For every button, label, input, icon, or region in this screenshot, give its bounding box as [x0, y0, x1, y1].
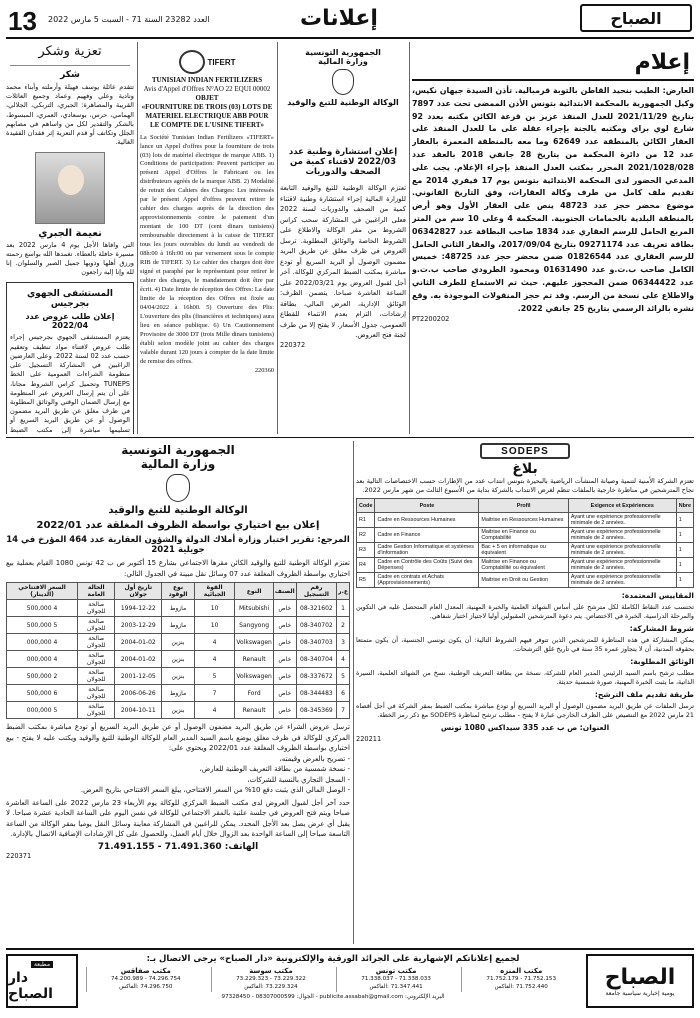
sodeps-documents-text: مطلب ترشح باسم السيد الرئيس المدير العام للشركة، نسخة من بطاقة التعريف الوطنية، نسخ من الشهائد العلمية، السيرة الذاتية، ما يثبت الخبرة المهنية، صورة شمسية حديثة. [356, 669, 694, 687]
col-header: Code [357, 499, 375, 513]
table-cell: R2 [357, 528, 375, 543]
section-title: إعلانات [300, 6, 378, 31]
table-row [357, 513, 694, 528]
list-item: - تصريح بالعرض وقيمته، [279, 754, 350, 763]
tifert-body: La Société Tunisian Indian Fertilizers «TIFERT» lance un Appel d'offres pour la fourniture de trois (03) lots de matériel électrique de marque ABB. 1) Conditions de participation: Peuvent participer au présent Appel d'Offres le Fabricant ou les distributeurs agréés de la marque ABB. 2) Modalité de retrait des Cahiers des Charges: Les intéressés par le présent Appel d'offres peuvent retirer le cahier des charges auprès de la direction des approvisionnements contre le paiement d'un montant de 100 DT (cent dinars tunisiens) remboursable directement à la caisse de TIFERT tous les jours ouvrables du lundi au vendredi de 08h:00 à 16h:00 ou par versement sous le compte RIB de TIFERT. 3) Le cahier des charges doit être signé et paraphé par le représentant pour retirer le cahier des charges, le mandatement doit être par écrit. 4) Date limite de réception des Offres: La date limite de la réception des Offres est fixée au 04/04/2022 à 16h00. 5) Ouverture des Plis: L'ouverture des plis (financières et techniques) aura lieu en séance publique. 6) Un Cautionnement Provisoire de 3000 DT (trois Mille dinars tunisiens) établi selon modèle joint au cahier des charges valable durant 120 jours à compter de la date limite de remise des offres. [140, 133, 274, 365]
col-header: الصنف [273, 583, 296, 600]
sodeps-logo: SODEPS [480, 443, 570, 459]
table-row [7, 634, 350, 651]
bl-para1: ترسل عروض الشراء عن طريق البريد مضمون الوصول أو عن طريق البريد السريع أو تودع مباشرة بمكتب الضبط المركزي للوكالة في ظرف مغلق يوضع باسم السيد المدير العام للوكالة الوطنية للتبغ والوقيد ويكتب عليه لا يفتح - بيع اختياري بواسطة الظروف المغلقة عدد 2022/01 ويحتوي على: [6, 723, 350, 752]
table-cell: 08-340704 [296, 651, 336, 668]
column-divider [353, 441, 354, 944]
table-cell: Ayant une expérience professionnelle minimale de 2 années. [568, 573, 676, 588]
table-cell: خاص [273, 668, 296, 685]
vehicle-table [6, 582, 350, 719]
col-header: رقم التسجيل [296, 583, 336, 600]
table-cell: خاص [273, 651, 296, 668]
republic-label: الجمهورية التونسية [305, 48, 381, 57]
bl-ministry: وزارة المالية [140, 457, 216, 471]
bl-crest-icon [166, 474, 190, 502]
col-header: Nbre [676, 499, 693, 513]
col-header: النوع [235, 583, 273, 600]
sodeps-criteria-text: تحتسب عدد النقاط الكاملة لكل مترشح على أساس الشهائد العلمية والخبرة المهنية، المعدل العام المتحصل عليه في التكوين والمرحلة الدراسية، الخبرة في الاختصاص. يتم دعوة المترشحين المقبولين أوليا لاجتياز اختبار شفاهي. [356, 603, 694, 621]
sodeps-section-documents: الوثائق المطلوبة: [630, 657, 694, 667]
column-obituary [6, 42, 134, 434]
table-cell: Ayant une expérience professionnelle minimale de 2 années. [568, 558, 676, 573]
table-cell: Volkswagen [235, 634, 273, 651]
table-cell: 1994-12-22 [115, 600, 162, 617]
national-crest-icon [332, 69, 354, 95]
table-cell: صالحة للجولان [78, 617, 115, 634]
table-cell: 2001-12-05 [115, 668, 162, 685]
table-cell: 1 [676, 513, 693, 528]
table-cell: Ayant une expérience professionnelle minimale de 2 années. [568, 543, 676, 558]
ministry-label: وزارة المالية [318, 57, 368, 66]
table-cell: Cadre en contrats et Achats (Approvisionnements) [375, 573, 479, 588]
table-cell: 10 [194, 600, 235, 617]
office-phone: 71.347.441 :الفاكس [369, 983, 423, 990]
agency-label: الوكالة الوطنية للتبغ والوقيد [287, 98, 399, 107]
elam-title: إعلام [412, 42, 694, 81]
col-header: القوة الجبائية [194, 583, 235, 600]
office-name: مكتب المنزه [500, 967, 543, 975]
printer-tag: مطبعة [31, 961, 53, 968]
table-row [7, 685, 350, 702]
bl-reference: المرجع: تقرير اختبار وزارة أملاك الدولة والشؤون العقارية عدد 464 المؤرخ في 14 جويلية 2021 [6, 535, 350, 555]
tifert-logo-icon [179, 50, 205, 74]
footer-contact: البريد الإلكتروني: publicite.assabah@gmail.com - الجوال: 08307000599 - 97328450 [221, 993, 445, 1000]
tender-text: يعتزم المستشفى الجهوي بجرجيس إجراء طلب عروض لاقتناء مواد تنظيف وتعقيم حسب عدد 02 لسنة 2022. وعلى العارضين الراغبين في المشاركة التسجيل على منظومة الشراءات العمومية على الخط TUNEPS وتحميل كراس الشروط مجانا، على أن يتم إرسال العروض عبر المنظومة مع إرسال الضمان الوقتي والوثائق المطلوبة في ظرف مغلق عن طريق البريد مضمون الوصول أو عن طريق البريد السريع أو تسليمها مباشرة إلى مكتب الضبط [10, 333, 130, 434]
shukr-heading: شكر [60, 70, 80, 80]
office-phone: 74.296.754 - 74.200.989 [110, 976, 181, 983]
sodeps-conditions-text: يمكن المشاركة في هذه المناظرة للمترشحين الذين تتوفر فيهم الشروط التالية: أن يكون تونسي الجنسية، أن يكون متمتعا بحقوقه المدنية، أن لا يتجاوز عمره 35 سنة في تاريخ غلق الترشحات. [356, 636, 694, 654]
consultation-body: تعتزم الوكالة الوطنية للتبغ والوقيد التابعة للوزارة المالية إجراء استشارة وطنية لاقتناء كمية من الصحف والدوريات لسنة 2022 فعلى الراغبين في المشاركة سحب كراس الشروط من مقر الوكالة والاطلاع على الشروط الخاصة والوثائق المطلوبة. ترسل العروض في ظرف مغلق عن طريق البريد مضمون الوصول أو البريد السريع أو تودع مباشرة بمكتب الضبط المركزي للوكالة. آخر أجل لقبول العروض يوم 2022/03/21 على الساعة العاشرة صباحا. يتضمن الظرف: الوثائق الإدارية، العرض المالي، بطاقة إرشادات، التزام بعدم الانتماء للقطاع العمومي، جدول الأسعار. لا يفتح إلا من طرف لجنة فتح العروض. [280, 184, 406, 340]
bl-phones: الهاتف: 71.491.360 - 71.491.155 [97, 841, 259, 852]
table-cell: بنزين [162, 702, 195, 719]
table-cell: Cadre en Ressources Humaines [375, 513, 479, 528]
col-header: ع.ر [337, 583, 350, 600]
table-cell: Cadre Gestion Informatique et systèmes d'information [375, 543, 479, 558]
table-cell: Volkswagen [235, 668, 273, 685]
table-cell: 10 [194, 617, 235, 634]
bl-ref: 220371 [6, 851, 32, 860]
tifert-name: TIFERT [207, 57, 236, 67]
table-cell: بنزين [162, 651, 195, 668]
table-cell: خاص [273, 617, 296, 634]
col-header: نوع الوقود [162, 583, 195, 600]
column-divider [409, 42, 410, 434]
table-cell: Maitrise en Finance ou Comptabilité [479, 528, 569, 543]
table-cell: Renault [235, 702, 273, 719]
table-cell: 08-344483 [296, 685, 336, 702]
table-row [7, 702, 350, 719]
office-name: مكتب سوسة [249, 967, 293, 975]
table-cell: 2 [337, 617, 350, 634]
consultation-ref: 220372 [280, 340, 306, 349]
table-cell: صالحة للجولان [78, 702, 115, 719]
header-rule [6, 37, 694, 39]
table-cell: 4 [194, 702, 235, 719]
sodeps-intro: تعتزم الشركة الأمنية لتنمية وصيانة المنشآت الرياضية بالبحيرة بتونس انتداب عدد من الإطارات حسب الاختصاصات التالية بعد نجاح المترشحين في مناظرة خارجية بالملفات تنظم لغرض الانتداب بالشركة بداية من الأسبوع الثالث من شهر مارس 2022. [356, 477, 694, 495]
table-cell: مازوط [162, 685, 195, 702]
bl-bullet-list [6, 754, 350, 796]
table-cell: صالحة للجولان [78, 600, 115, 617]
table-cell: 6 500,000 [7, 685, 78, 702]
office-phone: 71.338.033 - 71.338.037 [361, 976, 431, 983]
office-name: مكتب صفاقس [120, 967, 171, 975]
table-cell: 5 [194, 668, 235, 685]
bl-republic: الجمهورية التونسية [121, 443, 235, 457]
table-cell: Cadre en Contrôle des Coûts (Suivi des Dépenses) [375, 558, 479, 573]
footer-logo-assabah [586, 954, 694, 1008]
table-cell: بنزين [162, 634, 195, 651]
issue-line: العدد 23282 السنة 71 - السبت 5 مارس 2022 [48, 15, 210, 24]
table-row [357, 528, 694, 543]
masthead [0, 0, 700, 38]
table-cell: 5 500,000 [7, 617, 78, 634]
section-rule [6, 437, 694, 438]
table-header-row [357, 499, 694, 513]
office-item [211, 967, 330, 992]
table-cell: 2 500,000 [7, 668, 78, 685]
sodeps-notice [356, 441, 694, 944]
table-cell: 2004-01-02 [115, 634, 162, 651]
col-header: تاريخ أول جولان [115, 583, 162, 600]
avis-line: Avis d'Appel d'Offres N°AO 22 EQUI 00002 [143, 85, 271, 94]
list-item: - نسخة شمسية من بطاقة التعريف الوطنية للعارض، [199, 765, 350, 773]
table-cell: Ford [235, 685, 273, 702]
column-tifert [140, 42, 274, 434]
col-header: الحالة العامة [78, 583, 115, 600]
table-cell: خاص [273, 600, 296, 617]
bl-intro: تعتزم الوكالة الوطنية للتبغ والوقيد الكائن مقرها الاجتماعي بشارع 15 أكتوبر ص ب 42 تونس 1080 القيام بعملية بيع اختياري بواسطة الظروف المغلقة عدد 07 وسائل نقل مبينة في الجدول التالي: [6, 559, 350, 578]
list-item: - السجل التجاري بالنسبة للشركات، [247, 775, 350, 784]
table-row [7, 668, 350, 685]
table-cell: 08-337672 [296, 668, 336, 685]
bl-title: إعلان بيع اختياري بواسطة الظروف المغلقة عدد 2022/01 [36, 520, 320, 531]
footer [6, 948, 694, 1012]
tifert-logo [140, 50, 274, 74]
table-cell: Maitrise en Finance ou Comptabilité ou équivalent [479, 558, 569, 573]
table-cell: 7 [337, 702, 350, 719]
office-item [461, 967, 580, 992]
table-cell: Maitrise en Ressources Humaines [479, 513, 569, 528]
list-item: - الوصل المالي الذي يثبت دفع 10% من السعر الافتتاحي، يبلغ السعر الافتتاحي بتاريخ العرض. [80, 786, 350, 794]
table-cell: 2004-01-02 [115, 651, 162, 668]
sodeps-title: بلاغ [512, 461, 538, 477]
table-header-row [7, 583, 350, 600]
table-cell: R3 [357, 543, 375, 558]
tender-heading: المستشفى الجهوي بجرجيس [27, 289, 113, 310]
table-cell: 3 [337, 634, 350, 651]
office-name: مكتب تونس [375, 967, 417, 975]
table-cell: بنزين [162, 668, 195, 685]
sodeps-section-criteria: المقاييس المعتمدة: [621, 591, 694, 601]
table-cell: 7 [194, 685, 235, 702]
table-cell: 5 [337, 668, 350, 685]
table-cell: صالحة للجولان [78, 668, 115, 685]
portrait-image [35, 152, 105, 224]
vehicle-sale-notice [6, 441, 350, 944]
deceased-name: نعيمة الجبري [38, 227, 102, 239]
table-cell: Mitsubishi [235, 600, 273, 617]
table-cell: 1 [676, 543, 693, 558]
table-cell: 2004-10-11 [115, 702, 162, 719]
office-phone: 73.229.324 :الفاكس [244, 983, 298, 990]
table-row [7, 651, 350, 668]
elam-body: العارض: الطيب بنحيد القاطن بالتوبة قرمبالية. تأذن السيدة جيهان نكيس، وكيل الجمهورية بالمحكمة الابتدائية بتونس الأذن الممضى تحت عدد 7897 بتاريخ 2021/11/29 للعدل المنفذ عزيز بن قرعة الكائن مكتبه بعدد 92 شارع لوي براي ومكتبه بالجنة بإجراء عقلة على ما للعدل المنفذ على العقار الكائن بالمنطقة عدد 62649 وما معه بالمنطقة المعمرة بالعقار عدد 12 من دائرة المحكمة من بتاريخ 28 جانفي 2018 بالعقد عدد 2021/1028/028 المحرر بمكتب العدل المنفذ بإجراء الإعلام. يجب على المدعي الحضور لدى المحكمة الابتدائية بتونس يوم 17 فيفري 2014 مع تقديم ملف كامل من طرف وكالة العقارات، وفق التاريخ القانوني. موضوع محضر حجز عدد 48723 ينص على العقار الأول وهو أرض بالمنطقة البلدية بالحمامات الجنوبية. المحكمة 4 وعلى 10 سم من المتر المربع الحامل للرسم العقاري عدد 1834 صاحب البطاقة عدد 06342827 بطاقة تعريف عدد 09271174 بتاريخ 2017/09/04، والعقار الثاني الحامل للرسم العقاري عدد 01826544 ضمن محضر حجز عدد 48725: خميس الكامل صاحب ب.ت.و عدد 01631490 ومحمود الطرودي صاحب ب.ت.و عدد 06344422 ضمن المحجوز عليهم. حيث تم الاستماع للطرف الثاني والاطلاع على نسخة من الرسم. وقد تم حجز المنقولات الموجودة به. وقع نشره بالرائد الرسمي بتاريخ 25 جانفي 2022. [412, 86, 694, 313]
table-row [357, 573, 694, 588]
table-cell: 4 000,000 [7, 634, 78, 651]
column-consultation [280, 42, 406, 434]
table-cell: 08-340702 [296, 617, 336, 634]
table-row [357, 543, 694, 558]
col-header: Exigence et Expériences [568, 499, 676, 513]
table-cell: 08-321602 [296, 600, 336, 617]
table-cell: Ayant une expérience professionnelle minimale de 2 années. [568, 528, 676, 543]
table-cell: 08-340703 [296, 634, 336, 651]
column-elam [412, 42, 694, 434]
shukr-text: تتقدم عائلة يوسف فهيلة وأرملته وأبناء محمد ونادية وعلي وفهيم وعماد وجميع العائلات القريبة والمصاهرة: الجبري، التربكي، الجلالي، الهمامي، حرس، بوسعادي، العمري، المبسوط، بالشكر والتقدير لكل من واساهم في مصابهم الجلل وتكاتف أو قدم التعزية إثر فقدان الفقيدة الغالية. [6, 83, 134, 147]
page-number: 13 [8, 6, 37, 36]
table-cell: مازوط [162, 600, 195, 617]
table-cell: R5 [357, 573, 375, 588]
table-cell: 08-345369 [296, 702, 336, 719]
table-cell: خاص [273, 634, 296, 651]
offices-list [86, 967, 580, 992]
table-cell: 5 000,000 [7, 702, 78, 719]
footer-banner: لجميع إعلاناتكم الإشهارية على الجرائد الورقية والإلكترونية «دار الصباح» يرجى الاتصال بـ: [146, 954, 520, 964]
table-cell: 4 [194, 651, 235, 668]
table-cell: 2006-06-26 [115, 685, 162, 702]
calligraphy-title: تعزية وشكر [10, 44, 130, 66]
sodeps-submission-text: ترسل الملفات عن طريق البريد مضمون الوصول أو البريد السريع أو تودع مباشرة بمكتب الضبط بمقر الشركة في أجل أقصاه 21 مارس 2022 مع التنصيص على الظرف الخارجي عبارة لا يفتح - مطلب ترشح لمناظرة SODEPS مع ذكر رمز الخطة. [356, 702, 694, 719]
table-cell: Cadre en Finance [375, 528, 479, 543]
sodeps-address: العنوان: ص ب عدد 335 سيداكس 1080 تونس [440, 722, 610, 732]
office-item [86, 967, 205, 992]
footer-logo-dar-assabah [6, 954, 78, 1008]
table-cell: 4 [337, 651, 350, 668]
deceased-text: التي وافاها الأجل يوم 4 مارس 2022 بعد مسيرة حافلة بالعطاء. تغمدها الله بواسع رحمته ورزق أهلها وذويها جميل الصبر والسلوان. إنا لله وإنا إليه راجعون [6, 240, 134, 277]
consultation-title: إعلان استشارة وطنية عدد 2022/03 لاقتناء كمية من الصحف والدوريات [288, 147, 398, 177]
table-cell: 1 [676, 558, 693, 573]
table-cell: 4 000,000 [7, 651, 78, 668]
tender-subheading: إعلان طلب عروض عدد 2022/04 [25, 312, 115, 331]
col-header: Poste [375, 499, 479, 513]
sodeps-section-submission: طريقة تقديم ملف الترشح: [594, 690, 694, 699]
table-cell: 1 [337, 600, 350, 617]
footer-logo-left-name: دار الصباح [8, 969, 53, 1002]
table-cell: 4 [194, 634, 235, 651]
table-cell: R1 [357, 513, 375, 528]
footer-logo-tagline: يومية إخبارية سياسية جامعة [605, 990, 675, 997]
table-row [7, 600, 350, 617]
table-cell: Ayant une expérience professionnelle minimale de 2 années. [568, 513, 676, 528]
bl-agency: الوكالة الوطنية للتبغ والوقيد [108, 505, 248, 516]
office-phone: 71.752.153 - 71.752.179 [486, 976, 557, 983]
elam-ref: PT2200202 [412, 315, 450, 324]
column-divider [277, 42, 278, 434]
table-row [7, 617, 350, 634]
table-cell: مازوط [162, 617, 195, 634]
posts-table [356, 498, 694, 588]
footer-logo-name: الصباح [604, 965, 676, 990]
table-cell: R4 [357, 558, 375, 573]
column-divider [137, 42, 138, 434]
table-cell: 1 [676, 528, 693, 543]
bl-para2: حدد آخر أجل لقبول العروض لدى مكتب الضبط المركزي للوكالة يوم الأربعاء 23 مارس 2022 على الساعة العاشرة صباحا ويتم فتح العروض في جلسة علنية بالمقر الاجتماعي للوكالة في نفس اليوم على الساعة الحادية عشرة صباحا. لا يقبل أي عرض يصل بعد الأجل المحدد. يمكن للراغبين في المشاركة معاينة وسائل النقل يوميا بمقر الوكالة من الساعة التاسعة صباحا إلى الساعة الواحدة بعد الزوال خلال أيام العمل، وللحصول على كل الإرشادات الإضافية الاتصال بالإدارة. [6, 798, 350, 838]
table-cell: خاص [273, 685, 296, 702]
col-header: السعر الافتتاحي (الدينار) [7, 583, 78, 600]
office-item [336, 967, 455, 992]
office-phone: 71.752.440 :الفاكس [494, 983, 548, 990]
table-cell: 4 500,000 [7, 600, 78, 617]
table-cell: Sangyong [235, 617, 273, 634]
table-cell: خاص [273, 702, 296, 719]
sodeps-ref: 220211 [356, 734, 382, 743]
table-cell: Renault [235, 651, 273, 668]
table-cell: Maitrise en Droit ou Gestion [479, 573, 569, 588]
table-cell: 6 [337, 685, 350, 702]
table-cell: Bac + 5 en informatique ou équivalent [479, 543, 569, 558]
table-cell: صالحة للجولان [78, 651, 115, 668]
objet-label: OBJET [195, 94, 219, 103]
hospital-tender-box [6, 282, 134, 434]
objet-text: «FOURNITURE DE TROIS (03) LOTS DE MATERIEL ELECTRIQUE ABB POUR LE COMPTE DE L'USINE TIFERT» [141, 103, 273, 130]
org-name: TUNISIAN INDIAN FERTILIZERS [151, 76, 263, 84]
office-phone: 74.296.750 :الفاكس [119, 983, 173, 990]
footer-contacts [86, 954, 580, 1000]
office-phone: 73.229.322 - 73.229.323 [236, 976, 306, 983]
table-cell: 1 [676, 573, 693, 588]
sodeps-section-conditions: شروط المشاركة: [629, 624, 694, 634]
table-cell: صالحة للجولان [78, 634, 115, 651]
table-cell: صالحة للجولان [78, 685, 115, 702]
col-header: Profil [479, 499, 569, 513]
tifert-ref: 220360 [254, 366, 274, 374]
table-cell: 2003-12-29 [115, 617, 162, 634]
newspaper-logo: الصباح [580, 4, 692, 32]
table-row [357, 558, 694, 573]
